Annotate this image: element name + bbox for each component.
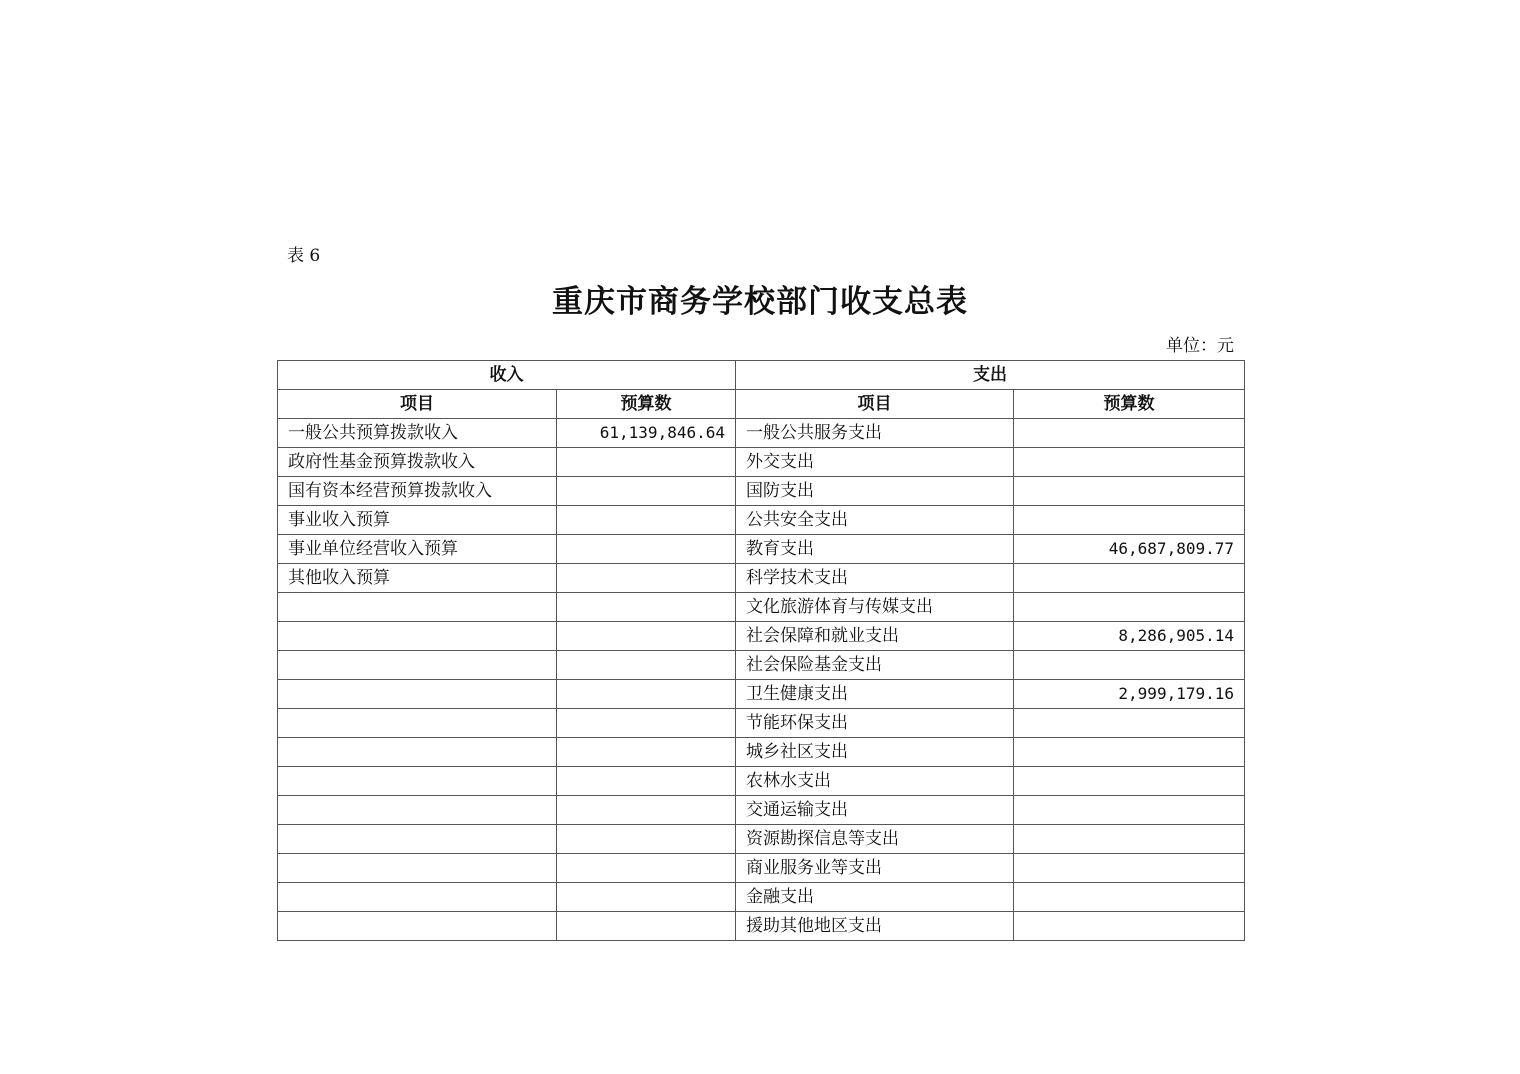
expense-item-cell: 一般公共服务支出 [736, 419, 1014, 448]
table-row [278, 825, 1245, 854]
table-row [278, 622, 1245, 651]
income-item-cell [278, 825, 557, 854]
expense-amount-header: 预算数 [1014, 390, 1245, 419]
table-row [278, 535, 1245, 564]
expense-amount-cell [1014, 738, 1245, 767]
income-item-cell [278, 796, 557, 825]
income-item-cell [278, 622, 557, 651]
income-amount-cell [557, 825, 736, 854]
income-item-cell [278, 651, 557, 680]
expense-item-cell: 卫生健康支出 [736, 680, 1014, 709]
expense-item-cell: 农林水支出 [736, 767, 1014, 796]
income-amount-cell [557, 796, 736, 825]
income-item-cell [278, 883, 557, 912]
income-item-cell: 政府性基金预算拨款收入 [278, 448, 557, 477]
income-amount-cell [557, 767, 736, 796]
table-row [278, 709, 1245, 738]
table-row [278, 796, 1245, 825]
expense-amount-cell [1014, 796, 1245, 825]
expense-amount-cell [1014, 883, 1245, 912]
expense-amount-cell [1014, 767, 1245, 796]
income-item-cell [278, 709, 557, 738]
income-amount-cell [557, 506, 736, 535]
expense-item-header: 项目 [736, 390, 1014, 419]
expense-item-cell: 文化旅游体育与传媒支出 [736, 593, 1014, 622]
income-amount-cell [557, 477, 736, 506]
income-item-cell: 其他收入预算 [278, 564, 557, 593]
income-amount-cell [557, 593, 736, 622]
expense-amount-cell [1014, 448, 1245, 477]
income-item-cell: 事业收入预算 [278, 506, 557, 535]
table-row [278, 738, 1245, 767]
income-amount-cell [557, 912, 736, 941]
unit-label: 单位：元 [1166, 336, 1234, 356]
expense-item-cell: 科学技术支出 [736, 564, 1014, 593]
table-row [278, 593, 1245, 622]
income-amount-cell [557, 738, 736, 767]
income-item-cell [278, 767, 557, 796]
page-title: 重庆市商务学校部门收支总表 [552, 284, 968, 320]
income-item-cell: 一般公共预算拨款收入 [278, 419, 557, 448]
income-amount-cell [557, 854, 736, 883]
table-row [278, 506, 1245, 535]
income-item-cell [278, 912, 557, 941]
income-item-cell [278, 680, 557, 709]
income-amount-cell [557, 680, 736, 709]
expense-item-cell: 资源勘探信息等支出 [736, 825, 1014, 854]
table-body [278, 419, 1245, 941]
income-amount-cell [557, 651, 736, 680]
expense-item-cell: 社会保障和就业支出 [736, 622, 1014, 651]
table-row [278, 477, 1245, 506]
income-item-cell [278, 738, 557, 767]
expense-amount-cell [1014, 564, 1245, 593]
table-row [278, 883, 1245, 912]
table-row [278, 767, 1245, 796]
table-label: 表 6 [287, 246, 321, 266]
income-item-header: 项目 [278, 390, 557, 419]
table-row [278, 564, 1245, 593]
income-item-cell [278, 854, 557, 883]
expense-item-cell: 社会保险基金支出 [736, 651, 1014, 680]
expense-item-cell: 商业服务业等支出 [736, 854, 1014, 883]
group-header-row [278, 361, 1245, 390]
expense-item-cell: 金融支出 [736, 883, 1014, 912]
table-row [278, 651, 1245, 680]
income-amount-cell: 61,139,846.64 [557, 419, 736, 448]
table-row [278, 912, 1245, 941]
column-header-row [278, 390, 1245, 419]
income-amount-cell [557, 564, 736, 593]
income-amount-cell [557, 448, 736, 477]
income-item-cell: 国有资本经营预算拨款收入 [278, 477, 557, 506]
expense-amount-cell [1014, 593, 1245, 622]
expense-item-cell: 交通运输支出 [736, 796, 1014, 825]
expense-amount-cell: 8,286,905.14 [1014, 622, 1245, 651]
expense-amount-cell [1014, 709, 1245, 738]
income-item-cell: 事业单位经营收入预算 [278, 535, 557, 564]
expense-item-cell: 节能环保支出 [736, 709, 1014, 738]
expense-item-cell: 城乡社区支出 [736, 738, 1014, 767]
income-amount-cell [557, 883, 736, 912]
expense-amount-cell [1014, 912, 1245, 941]
table-row [278, 680, 1245, 709]
income-amount-cell [557, 535, 736, 564]
income-amount-cell [557, 709, 736, 738]
income-amount-cell [557, 622, 736, 651]
expense-item-cell: 公共安全支出 [736, 506, 1014, 535]
expense-amount-cell: 2,999,179.16 [1014, 680, 1245, 709]
expense-amount-cell [1014, 854, 1245, 883]
expense-amount-cell: 46,687,809.77 [1014, 535, 1245, 564]
income-amount-header: 预算数 [557, 390, 736, 419]
expense-amount-cell [1014, 419, 1245, 448]
table-row [278, 448, 1245, 477]
income-item-cell [278, 593, 557, 622]
table-row [278, 854, 1245, 883]
expense-amount-cell [1014, 506, 1245, 535]
expense-item-cell: 国防支出 [736, 477, 1014, 506]
expense-group-header: 支出 [736, 361, 1245, 390]
income-group-header: 收入 [278, 361, 736, 390]
expense-amount-cell [1014, 825, 1245, 854]
expense-amount-cell [1014, 651, 1245, 680]
expense-item-cell: 教育支出 [736, 535, 1014, 564]
expense-item-cell: 外交支出 [736, 448, 1014, 477]
table-row [278, 419, 1245, 448]
expense-item-cell: 援助其他地区支出 [736, 912, 1014, 941]
budget-table [277, 360, 1245, 941]
expense-amount-cell [1014, 477, 1245, 506]
